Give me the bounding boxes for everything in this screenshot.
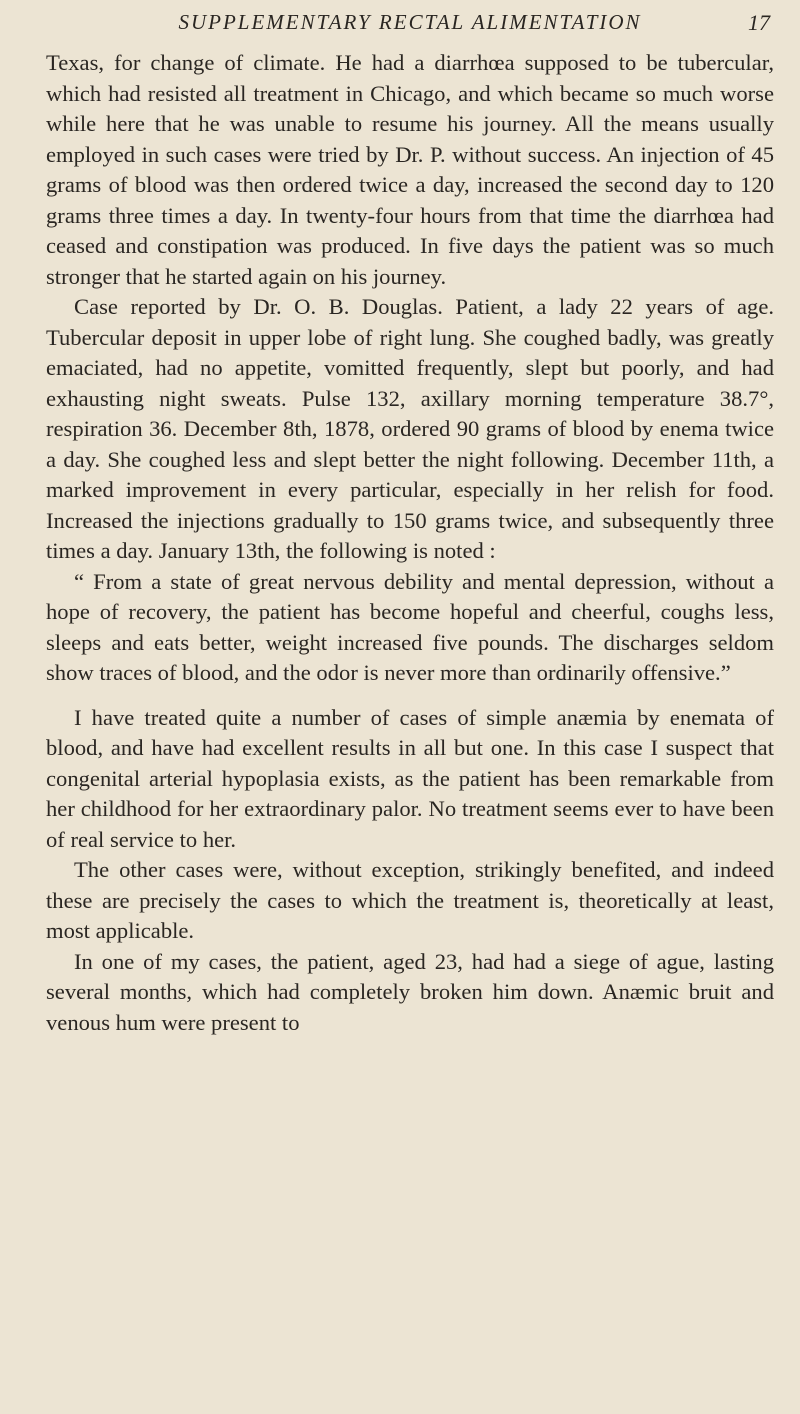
paragraph-anaemia-cases: I have treated quite a number of cases of simple anæmia by enemata of blood, and have had excellent results in all but one. In this case I suspect that congenital arterial hypoplasia exists, as the patient has been remarkable from her childhood for her extraordinary palor. No treatment seems ever to have been of real service to her. [46, 704, 774, 852]
paragraph-continued: Texas, for change of climate. He had a diarrhœa supposed to be tubercular, which had resisted all treatment in Chicago, and which became so much worse while here that he was unable to resume his journey. All the means usually employed in such cases were tried by Dr. P. without success. An injection of 45 grams of blood was then ordered twice a day, increased the second day to 120 grams three times a day. In twenty-four hours from that time the diarrhœa had ceased and constipation was produced. In five days the patient was so much stronger that he started again on his journey. [46, 50, 774, 289]
paragraph-quotation: “ From a state of great nervous debility and mental depression, without a hope of recovery, the patient has become hopeful and cheerful, coughs less, sleeps and eats better, weight increased five pounds. The discharges seldom show traces of blood, and the odor is never more than ordinarily offensive.” [46, 568, 774, 685]
running-title: SUPPLEMENTARY RECTAL ALIMENTATION [178, 10, 642, 34]
paragraph-other-cases: The other cases were, without exception, strikingly benefited, and indeed these are precisely the cases to which the treatment is, theoretically at least, most applicable. [46, 857, 774, 943]
paragraph-ague-case: In one of my cases, the patient, aged 23, had had a siege of ague, lasting several months, which had completely broken him down. Anæmic bruit and venous hum were present to [46, 948, 774, 1035]
page-number: 17 [748, 10, 770, 35]
running-head [46, 8, 774, 48]
body-text [46, 48, 774, 1038]
paragraph-douglas-case: Case reported by Dr. O. B. Douglas. Patient, a lady 22 years of age. Tubercular deposit in upper lobe of right lung. She coughed badly, was greatly emaciated, had no appetite, vomitted frequently, slept but poorly, and had exhausting night sweats. Pulse 132, axillary morning temperature 38.7°, respiration 36. December 8th, 1878, ordered 90 grams of blood by enema twice a day. She coughed less and slept better the night following. December 11th, a marked improvement in every particular, especially in her relish for food. Increased the injections gradually to 150 grams twice, and subsequently three times a day. January 13th, the following is noted : [46, 294, 774, 563]
